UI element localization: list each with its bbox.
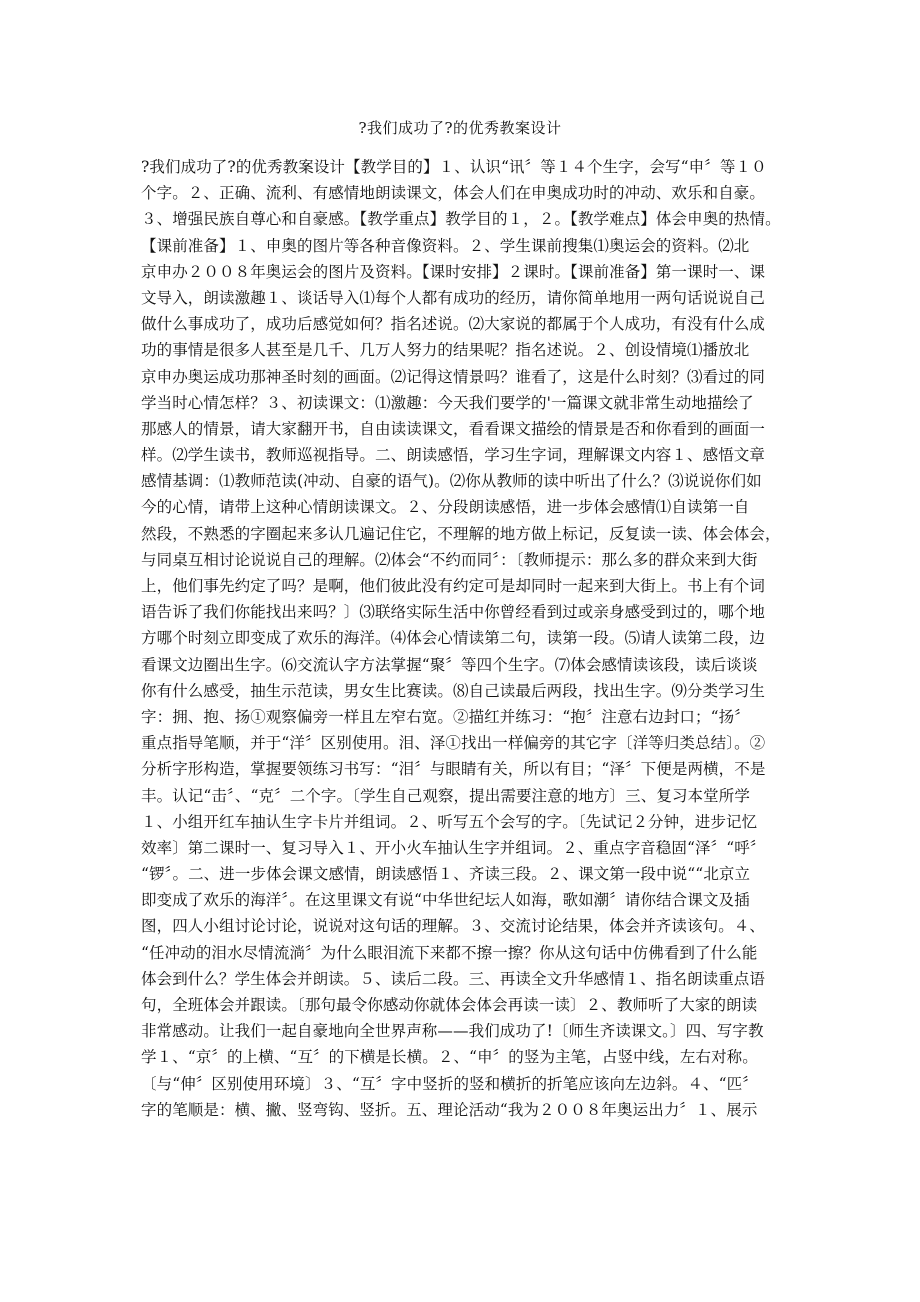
body-line: 样。⑵学生读书，教师巡视指导。二、朗读感悟，学习生字词，理解课文内容１、感悟文章 (141, 446, 766, 465)
document-body (141, 154, 785, 1123)
body-line: 你有什么感受，抽生示范读，男女生比赛读。⑻自己读最后两段，找出生字。⑼分类学习生 (141, 681, 766, 700)
body-line: 分析字形构造，掌握要领练习书写：“泪〞与眼睛有关，所以有目；“泽〞下便是两横，不是 (141, 760, 766, 779)
body-line: 学当时心情怎样？３、初读课文：⑴激趣：今天我们要学的'一篇课文就非常生动地描绘了 (141, 393, 754, 412)
body-line: 感情基调：⑴教师范读(冲动、自豪的语气)。⑵你从教师的读中听出了什么？⑶说说你们如 (141, 472, 762, 491)
body-line: 重点指导笔顺，并于“洋〞区别使用。泪、泽①找出一样偏旁的其它字〔洋等归类总结〕。② (141, 734, 766, 753)
body-line: 功的事情是很多人甚至是几千、几万人努力的结果呢？指名述说。２、创设情境⑴播放北 (141, 341, 750, 360)
body-line: 非常感动。让我们一起自豪地向全世界声称——我们成功了!〔师生齐读课文。〕四、写字教 (141, 1022, 764, 1041)
body-line: ３、增强民族自尊心和自豪感。【教学重点】教学目的１，２。【教学难点】体会申奥的热情。 (141, 210, 781, 229)
body-line: 方哪个时刻立即变成了欢乐的海洋。⑷体会心情读第二句，读第一段。⑸请人读第二段，边 (141, 629, 766, 648)
body-line: 京申办２００８年奥运会的图片及资料。【课时安排】２课时。【课前准备】第一课时一、课 (141, 262, 766, 281)
body-line: 与同桌互相讨论说说自己的理解。⑵体会“不约而同〞：〔教师提示：那么多的群众来到大街 (141, 550, 758, 569)
body-line: 上，他们事先约定了吗？是啊，他们彼此没有约定可是却同时一起来到大街上。书上有个词 (141, 577, 766, 595)
body-line: 做什么事成功了，成功后感觉如何？指名述说。⑵大家说的都属于个人成功，有没有什么成 (141, 315, 766, 334)
body-line: 句，全班体会并跟读。〔那句最令你感动你就体会体会再读一读〕２、教师听了大家的朗读 (141, 996, 758, 1014)
body-line: 京申办奥运成功那神圣时刻的画面。⑵记得这情景吗？谁看了，这是什么时刻？⑶看过的同 (141, 367, 766, 386)
document-title: ?我们成功了?的优秀教案设计 (358, 119, 562, 137)
body-line: “任冲动的泪水尽情流淌〞为什么眼泪流下来都不擦一擦？你从这句话中仿佛看到了什么能 (141, 943, 758, 962)
body-line: 图，四人小组讨论讨论，说说对这句话的理解。３、交流讨论结果，体会并齐读该句。４、 (141, 917, 766, 936)
body-line: 即变成了欢乐的海洋〞。在这里课文有说“中华世纪坛人如海，歌如潮〞请你结合课文及插 (141, 891, 750, 910)
body-line: 今的心情，请带上这种心情朗读课文。２、分段朗读感悟，进一步体会感情⑴自读第一自 (141, 498, 750, 517)
body-line: 效率〕第二课时一、复习导入１、开小火车抽认生字并组词。２、重点字音稳固“泽〞“呼〞 (141, 838, 766, 857)
body-line: 【课前准备】１、申奥的图片等各种音像资料。２、学生课前搜集⑴奥运会的资料。⑵北 (141, 236, 750, 255)
body-line: 学１、“京〞的上横、“互〞的下横是长横。２、“申〞的竖为主笔，占竖中线，左右对称。 (141, 1048, 758, 1067)
body-line: ?我们成功了?的优秀教案设计【教学目的】１、认识“讯〞等１４个生字，会写“申〞等１０ (141, 158, 767, 176)
body-line: 体会到什么？学生体会并朗读。５、读后二段。三、再读全文升华感情１、指名朗读重点语 (141, 969, 766, 988)
body-line: 〔与“伸〞区别使用环境〕３、“互〞字中竖折的竖和横折的折笔应该向左边斜。４、“匹〞 (141, 1074, 758, 1093)
body-line: １、小组开红车抽认生字卡片并组词。２、听写五个会写的字。〔先试记２分钟，进步记忆 (141, 812, 758, 831)
body-line: 然段，不熟悉的字圈起来多认几遍记住它，不理解的地方做上标记，反复读一读、体会体会， (141, 524, 781, 543)
body-line: 丰。认记“击〞、“克〞二个字。〔学生自己观察，提出需要注意的地方〕三、复习本堂所学 (141, 786, 750, 805)
body-line: 字的笔顺是：横、撇、竖弯钩、竖折。五、理论活动“我为２００８年奥运出力〞１、展示 (141, 1100, 758, 1119)
body-line: 个字。２、正确、流利、有感情地朗读课文，体会人们在申奥成功时的冲动、欢乐和自豪。 (141, 184, 766, 203)
body-line: 语告诉了我们你能找出来吗？〕⑶联络实际生活中你曾经看到过或亲身感受到过的，哪个地 (141, 603, 766, 622)
body-line: 字：拥、抱、扬①观察偏旁一样且左窄右宽。②描红并练习：“抱〞注意右边封口；“扬〞 (141, 707, 750, 726)
body-line: 那感人的情景，请大家翻开书，自由读读课文，看看课文描绘的情景是否和你看到的画面一 (141, 419, 766, 438)
body-line: 文导入，朗读激趣１、谈话导入⑴每个人都有成功的经历，请你简单地用一两句话说说自己 (141, 288, 766, 307)
body-line: “锣〞。二、进一步体会课文感情，朗读感悟１、齐读三段。２、课文第一段中说““北京立 (141, 865, 751, 884)
body-line: 看课文边圈出生字。⑹交流认字方法掌握“聚〞等四个生字。⑺体会感情读该段，读后谈谈 (141, 655, 758, 674)
